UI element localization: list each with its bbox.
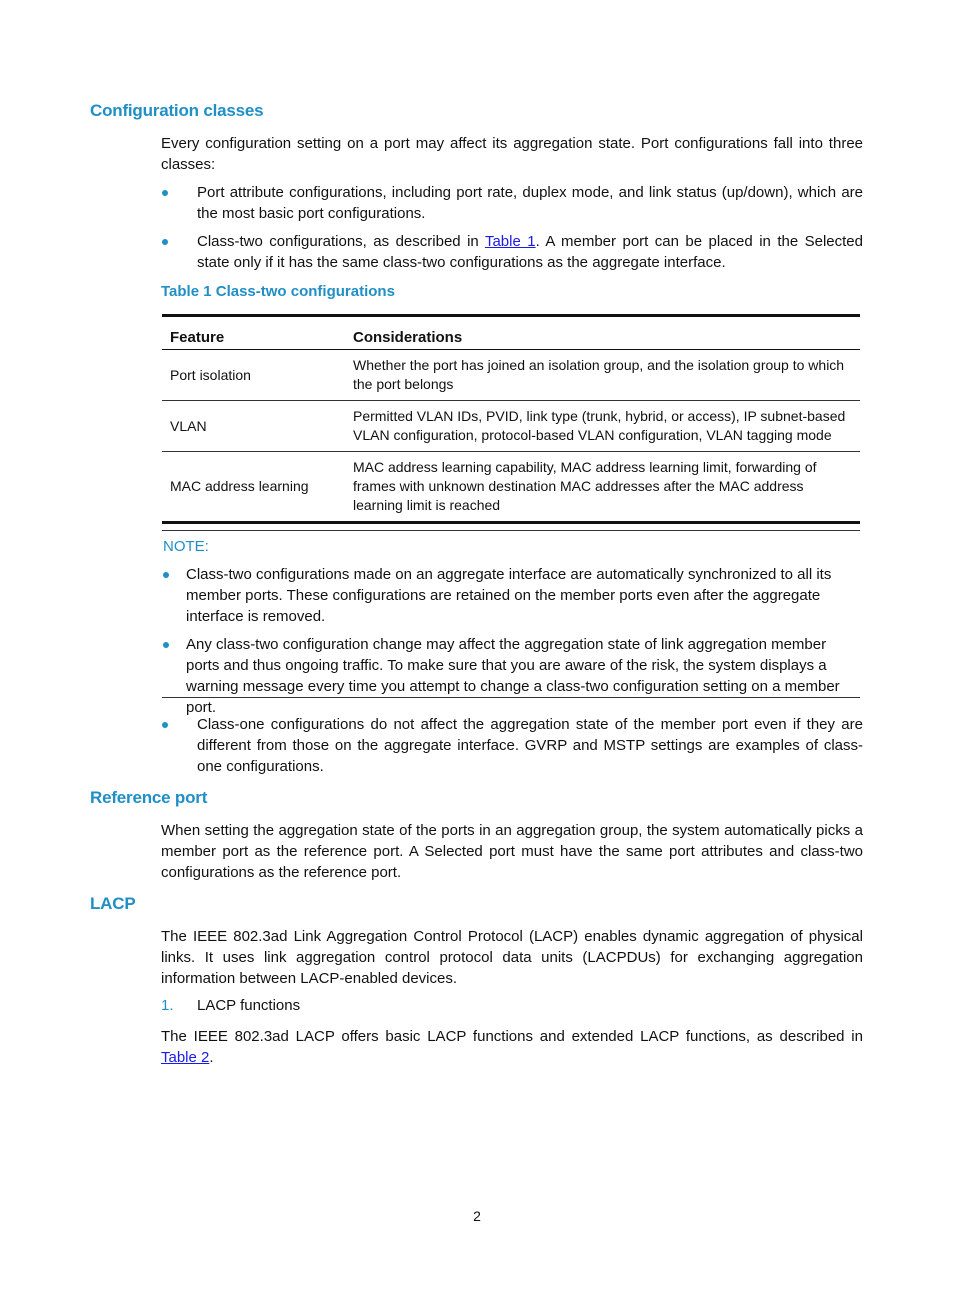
cell-considerations: Permitted VLAN IDs, PVID, link type (trunk, hybrid, or access), IP subnet-based VLAN configuration, protocol-based VLAN configuration, VLAN tagging mode xyxy=(353,408,846,443)
table-caption: Table 1 Class-two configurations xyxy=(161,283,395,300)
numbered-step xyxy=(161,995,301,1016)
cell-feature: Port isolation xyxy=(170,366,251,383)
list-item-text-pre: Class-two configurations, as described in xyxy=(197,233,485,250)
list-item xyxy=(161,231,863,273)
step-label: LACP functions xyxy=(197,997,301,1014)
note-top-rule xyxy=(162,530,860,531)
bullet-icon xyxy=(162,239,168,245)
note-item xyxy=(161,564,861,627)
bullet-icon xyxy=(162,722,168,728)
section-heading-configuration-classes: Configuration classes xyxy=(90,101,264,120)
bullet-icon xyxy=(163,572,169,578)
list-item-text xyxy=(197,231,863,273)
list-item-text: Class-one configurations do not affect the aggregation state of the member port even if they are different from those on the aggregate interface. GVRP and MSTP settings are examples of class-one configurations. xyxy=(197,716,863,775)
lacp-body: The IEEE 802.3ad Link Aggregation Control Protocol (LACP) enables dynamic aggregation of physical links. It uses link aggregation control protocol data units (LACPDUs) for exchanging aggregation information between LACP-enabled devices. xyxy=(161,928,863,987)
section-heading-reference-port: Reference port xyxy=(90,788,208,807)
config-classes-intro: Every configuration setting on a port may affect its aggregation state. Port configurations fall into three classes: xyxy=(161,135,863,173)
bullet-icon xyxy=(162,190,168,196)
table-row xyxy=(162,350,860,401)
header-considerations: Considerations xyxy=(353,328,463,346)
cell-considerations: Whether the port has joined an isolation group, and the isolation group to which the port belongs xyxy=(353,357,845,392)
step-number: 1. xyxy=(161,997,174,1014)
reference-port-body: When setting the aggregation state of the ports in an aggregation group, the system automatically picks a member port as the reference port. A Selected port must have the same port attributes and class-two configurations as the reference port. xyxy=(161,822,863,881)
note-item-text: Any class-two configuration change may affect the aggregation state of link aggregation member ports and thus ongoing traffic. To make sure that you are aware of the risk, the system displays a warning message every time you attempt to change a class-two configuration setting on a member port. xyxy=(186,636,840,716)
bullet-icon xyxy=(163,642,169,648)
table1-link[interactable]: Table 1 xyxy=(484,233,536,250)
note-label: NOTE: xyxy=(163,538,209,555)
lacp-body2 xyxy=(161,1026,863,1068)
header-feature: Feature xyxy=(170,328,225,346)
note-item xyxy=(161,634,861,718)
cell-considerations: MAC address learning capability, MAC address learning limit, forwarding of frames with unknown destination MAC addresses after the MAC address learning limit is reached xyxy=(353,459,817,513)
note-item-text: Class-two configurations made on an aggregate interface are automatically synchronized to all its member ports. These configurations are retained on the member ports even after the aggregate interface is removed. xyxy=(186,566,832,625)
table-header-row xyxy=(162,316,860,350)
section-heading-lacp: LACP xyxy=(90,894,136,913)
list-item-text-post: . A member port can be placed in the Selected state only if it has the same class-two configurations as the aggregate interface. xyxy=(197,233,863,271)
table-row xyxy=(162,401,860,452)
class-two-table xyxy=(162,314,860,524)
list-item xyxy=(161,714,863,777)
cell-feature: MAC address learning xyxy=(170,478,309,494)
table-row xyxy=(162,452,860,523)
lacp-body2-pre: The IEEE 802.3ad LACP offers basic LACP functions and extended LACP functions, as described in xyxy=(161,1028,863,1045)
table2-link[interactable]: Table 2 xyxy=(161,1049,210,1066)
lacp-body2-post: . xyxy=(209,1049,214,1066)
cell-feature: VLAN xyxy=(170,417,207,434)
list-item-text: Port attribute configurations, including port rate, duplex mode, and link status (up/down), which are the most basic port configurations. xyxy=(197,184,863,222)
note-bottom-rule xyxy=(162,697,860,698)
list-item xyxy=(161,182,863,224)
page-number: 2 xyxy=(473,1208,481,1224)
